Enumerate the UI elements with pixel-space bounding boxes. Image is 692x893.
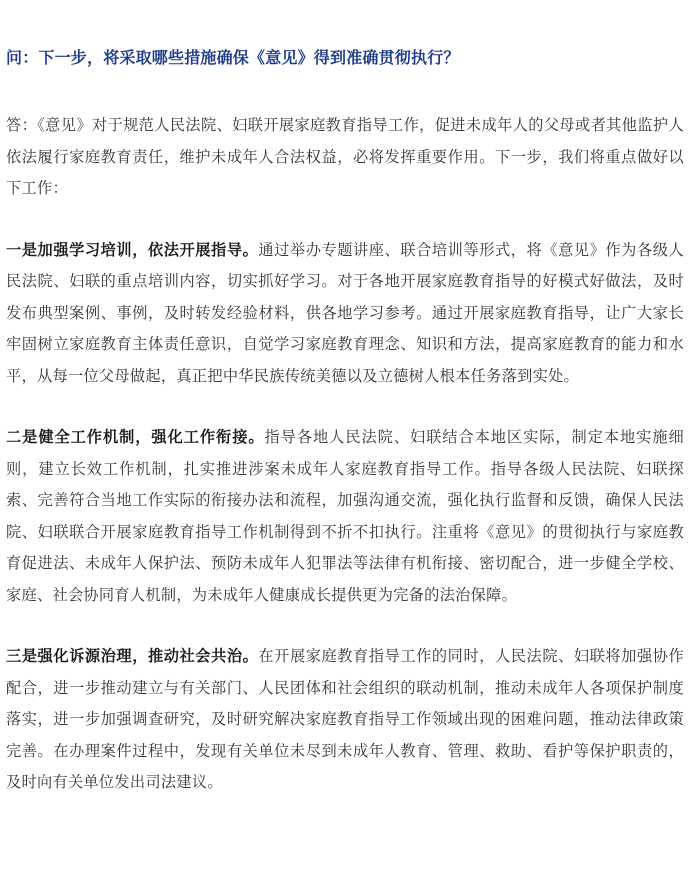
point-2 (6, 422, 684, 611)
spacer (6, 611, 684, 641)
point-3 (6, 641, 684, 799)
spacer (6, 205, 684, 235)
spacer (6, 392, 684, 422)
point-3-lead: 三是强化诉源治理，推动社会共治。 (6, 647, 259, 665)
point-2-body: 指导各地人民法院、妇联结合本地区实际，制定本地实施细则，建立长效工作机制，扎实推进涉案未成年人家庭教育指导工作。指导各级人民法院、妇联探索、完善符合当地工作实际的衔接办法和流程，加强沟通交流，强化执行监督和反馈，确保人民法院、妇联联合开展家庭教育指导工作机制得到不折不扣执行。注重将《意见》的贯彻执行与家庭教育促进法、未成年人保护法、预防未成年人犯罪法等法律有机衔接、密切配合，进一步健全学校、家庭、社会协同育人机制，为未成年人健康成长提供更为完备的法治保障。 (6, 428, 684, 604)
answer-intro: 答：《意见》对于规范人民法院、妇联开展家庭教育指导工作，促进未成年人的父母或者其他监护人依法履行家庭教育责任，维护未成年人合法权益，必将发挥重要作用。下一步，我们将重点做好以下工作： (6, 116, 684, 197)
point-1-lead: 一是加强学习培训，依法开展指导。 (6, 240, 259, 259)
question-heading: 问：下一步，将采取哪些措施确保《意见》得到准确贯彻执行？ (6, 48, 460, 67)
spacer (6, 74, 684, 110)
point-2-lead: 二是健全工作机制，强化工作衔接。 (6, 428, 265, 446)
point-1-body: 通过举办专题讲座、联合培训等形式，将《意见》作为各级人民法院、妇联的重点培训内容，切实抓好学习。对于各地开展家庭教育指导的好模式好做法，及时发布典型案例、事例，及时转发经验材料，供各地学习参考。通过开展家庭教育指导，让广大家长牢固树立家庭教育主体责任意识，自觉学习家庭教育理念、知识和方法，提高家庭教育的能力和水平，从每一位父母做起，真正把中华民族传统美德以及立德树人根本任务落到实处。 (6, 240, 684, 385)
point-1 (6, 235, 684, 393)
point-3-body: 在开展家庭教育指导工作的同时，人民法院、妇联将加强协作配合，进一步推动建立与有关部门、人民团体和社会组织的联动机制，推动未成年人各项保护制度落实，进一步加强调查研究，及时研究解决家庭教育指导工作领域出现的困难问题，推动法律政策完善。在办理案件过程中，发现有关单位未尽到未成年人教育、管理、救助、看护等保护职责的，及时向有关单位发出司法建议。 (6, 647, 684, 791)
